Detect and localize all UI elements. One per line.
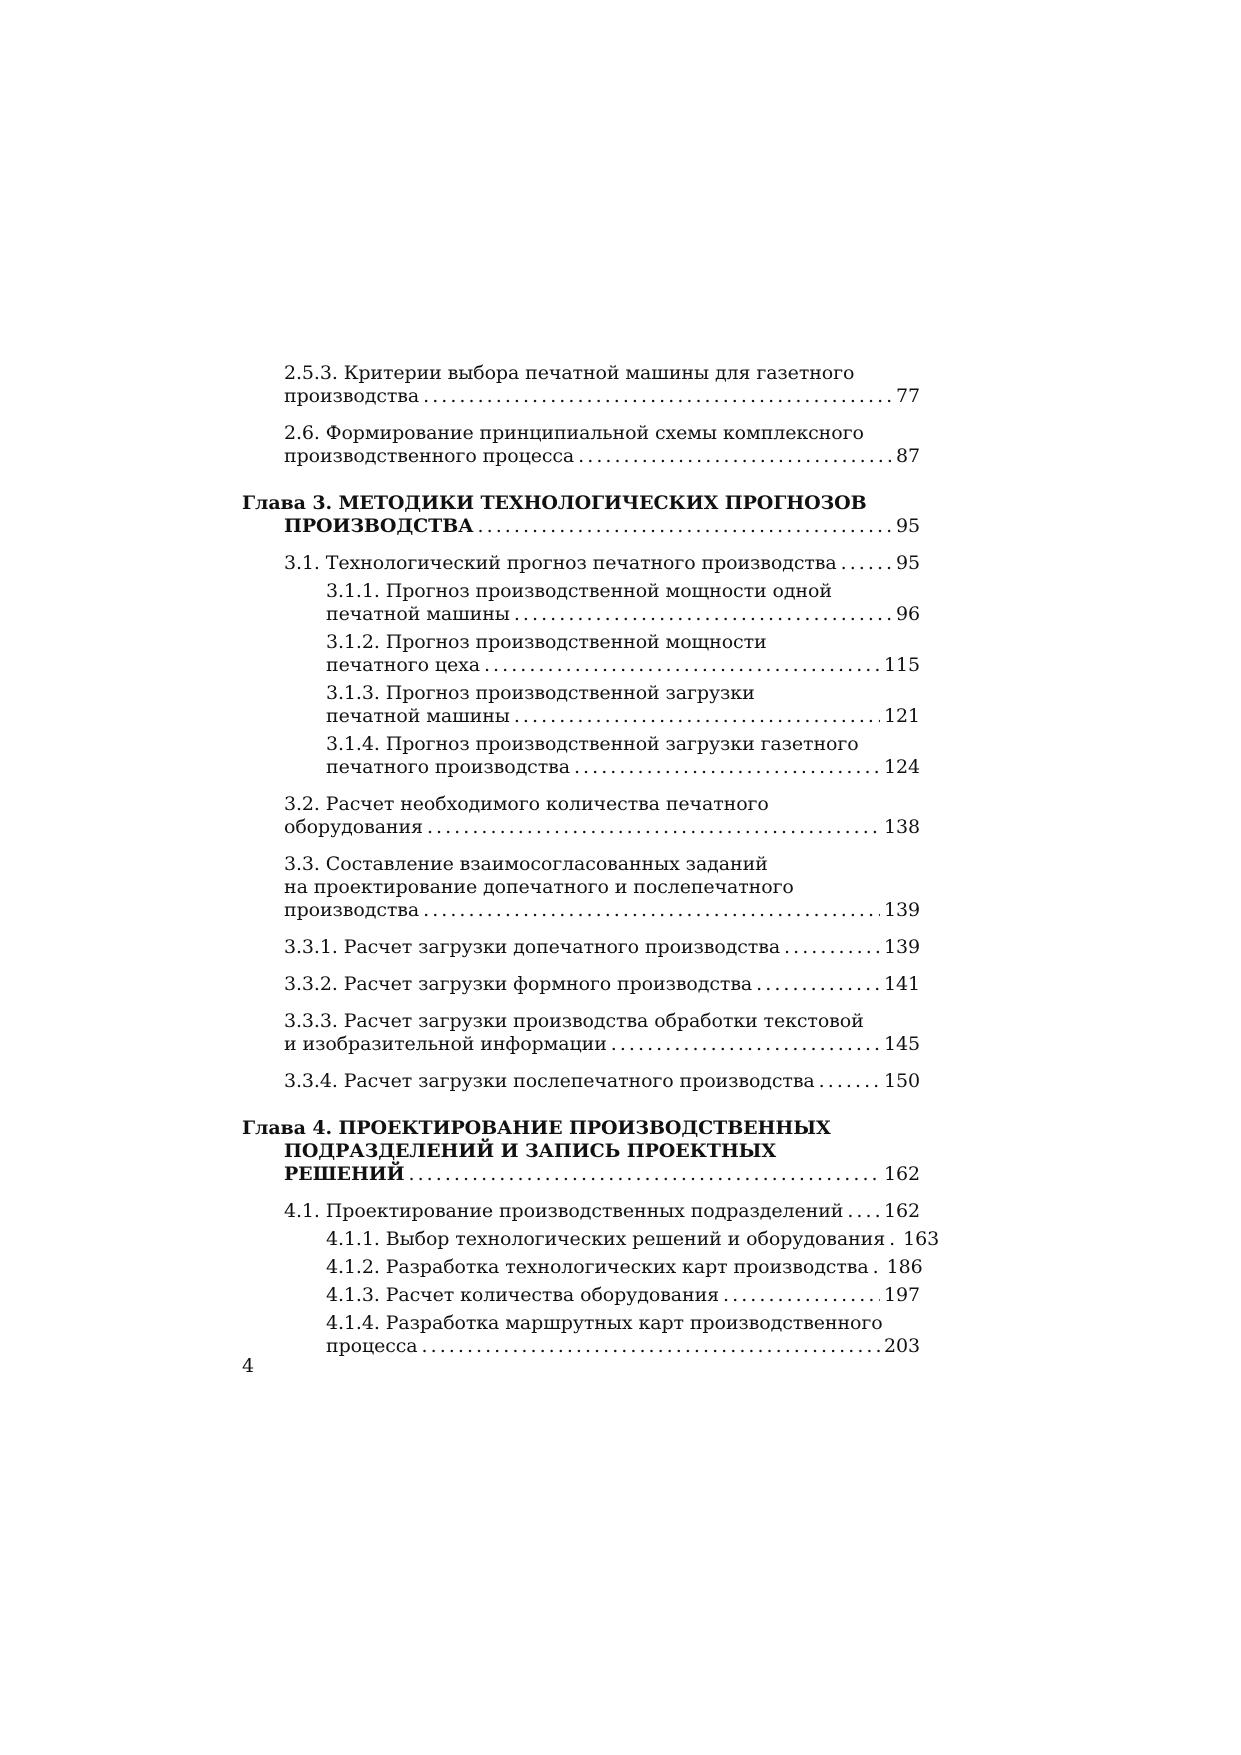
dot-leader [784,936,880,959]
toc-page-number: 77 [896,385,920,407]
dot-leader [422,1335,880,1358]
toc-entry-text: 3.3.1. Расчет загрузки допечатного производства [284,936,781,958]
toc-chapter-title: ПРОИЗВОДСТВА [284,515,474,537]
toc-page-number: 203 [884,1335,920,1357]
toc-page-number: 145 [884,1033,920,1055]
dot-leader [478,515,892,538]
dot-leader [578,445,892,468]
toc-entry-text: производственного процесса [284,445,575,467]
toc-entry-3-3 [242,853,920,922]
toc-entry-text: 3.1. Технологический прогноз печатного производства [284,552,837,574]
toc-entry-4-1 [242,1200,920,1223]
toc-entry-3-1-3 [242,682,920,728]
toc-entry-text: печатного производства [326,756,570,778]
toc-entry-3-3-3 [242,1010,920,1056]
toc-entry-3-3-2 [242,973,920,996]
toc-entry-text: производства [284,385,420,407]
toc-entry-text: 4.1.2. Разработка технологических карт производства [326,1256,869,1278]
toc-entry-4-1-2 [242,1256,923,1279]
dot-leader [723,1284,880,1307]
toc-page-number: 139 [884,936,920,958]
toc-entry-text: печатной машины [326,705,510,727]
toc-entry-3-1-4 [242,733,920,779]
toc-chapter-title: Глава 3. МЕТОДИКИ ТЕХНОЛОГИЧЕСКИХ ПРОГНОЗОВ [242,492,867,514]
page-number: 4 [242,1355,255,1377]
toc-entry-text: 3.3.4. Расчет загрузки послепечатного производства [284,1070,815,1092]
dot-leader [574,756,880,779]
dot-leader [873,1256,883,1279]
toc-entry-3-3-1 [242,936,920,959]
dot-leader [423,385,892,408]
dot-leader [409,1163,881,1186]
dot-leader [847,1200,880,1223]
table-of-contents [242,362,940,1358]
toc-entry-4-1-4 [242,1312,920,1358]
toc-page-number: 87 [896,445,920,467]
toc-entry-text: оборудования [284,816,423,838]
toc-entry-text: печатной машины [326,603,510,625]
dot-leader [514,705,880,728]
dot-leader [611,1033,880,1056]
toc-page-number: 96 [896,603,920,625]
dot-leader [514,603,892,626]
toc-entry-text: процесса [326,1335,418,1357]
toc-entry-text: 4.1.1. Выбор технологических решений и оборудования [326,1228,886,1250]
toc-page-number: 139 [884,899,920,921]
dot-leader [756,973,880,996]
toc-entry-3-2 [242,793,920,839]
toc-entry-text: 3.1.4. Прогноз производственной загрузки газетного [326,733,859,755]
toc-page-number: 186 [886,1256,923,1278]
dot-leader [427,816,880,839]
toc-entry-text: 3.3. Составление взаимосогласованных заданий [284,853,768,875]
toc-entry-2-6 [242,422,920,468]
toc-entry-4-1-1 [242,1228,940,1251]
toc-entry-text: 2.5.3. Критерии выбора печатной машины для газетного [284,362,855,384]
toc-page-number: 115 [884,654,920,676]
toc-entry-text: 4.1. Проектирование производственных подразделений [284,1200,844,1222]
toc-entry-3-1-1 [242,580,920,626]
dot-leader [841,552,892,575]
toc-page-number: 141 [884,973,920,995]
toc-page-number: 162 [884,1200,920,1222]
toc-chapter-4 [242,1117,920,1186]
toc-page-number: 150 [884,1070,920,1092]
toc-entry-text: на проектирование допечатного и послепечатного [284,876,794,898]
toc-entry-text: 3.2. Расчет необходимого количества печатного [284,793,769,815]
dot-leader [484,654,880,677]
toc-page-number: 95 [896,515,920,537]
toc-entry-3-3-4 [242,1070,920,1093]
dot-leader [423,899,880,922]
toc-entry-3-1-2 [242,631,920,677]
toc-entry-text: 3.1.2. Прогноз производственной мощности [326,631,767,653]
toc-page-number: 121 [884,705,920,727]
toc-page-number: 163 [903,1228,940,1250]
toc-entry-text: 3.3.3. Расчет загрузки производства обработки текстовой [284,1010,864,1032]
toc-chapter-title: Глава 4. ПРОЕКТИРОВАНИЕ ПРОИЗВОДСТВЕННЫХ [242,1117,831,1139]
toc-entry-4-1-3 [242,1284,920,1307]
toc-entry-2-5-3 [242,362,920,408]
dot-leader [819,1070,880,1093]
toc-chapter-3 [242,492,920,538]
toc-entry-text: 4.1.3. Расчет количества оборудования [326,1284,720,1306]
toc-entry-3-1 [242,552,920,575]
toc-page-number: 197 [884,1284,920,1306]
dot-leader [889,1228,899,1251]
toc-entry-text: 3.1.3. Прогноз производственной загрузки [326,682,755,704]
toc-entry-text: и изобразительной информации [284,1033,607,1055]
toc-entry-text: 3.1.1. Прогноз производственной мощности одной [326,580,832,602]
toc-page-number: 162 [884,1163,920,1185]
toc-page-number: 95 [896,552,920,574]
toc-chapter-title: РЕШЕНИЙ [284,1163,405,1185]
toc-chapter-title: ПОДРАЗДЕЛЕНИЙ И ЗАПИСЬ ПРОЕКТНЫХ [284,1140,777,1162]
toc-entry-text: 3.3.2. Расчет загрузки формного производства [284,973,753,995]
toc-page-number: 124 [884,756,920,778]
toc-page-number: 138 [884,816,920,838]
toc-entry-text: печатного цеха [326,654,480,676]
toc-entry-text: 4.1.4. Разработка маршрутных карт производственного [326,1312,883,1334]
toc-entry-text: 2.6. Формирование принципиальной схемы комплексного [284,422,864,444]
toc-entry-text: производства [284,899,420,921]
